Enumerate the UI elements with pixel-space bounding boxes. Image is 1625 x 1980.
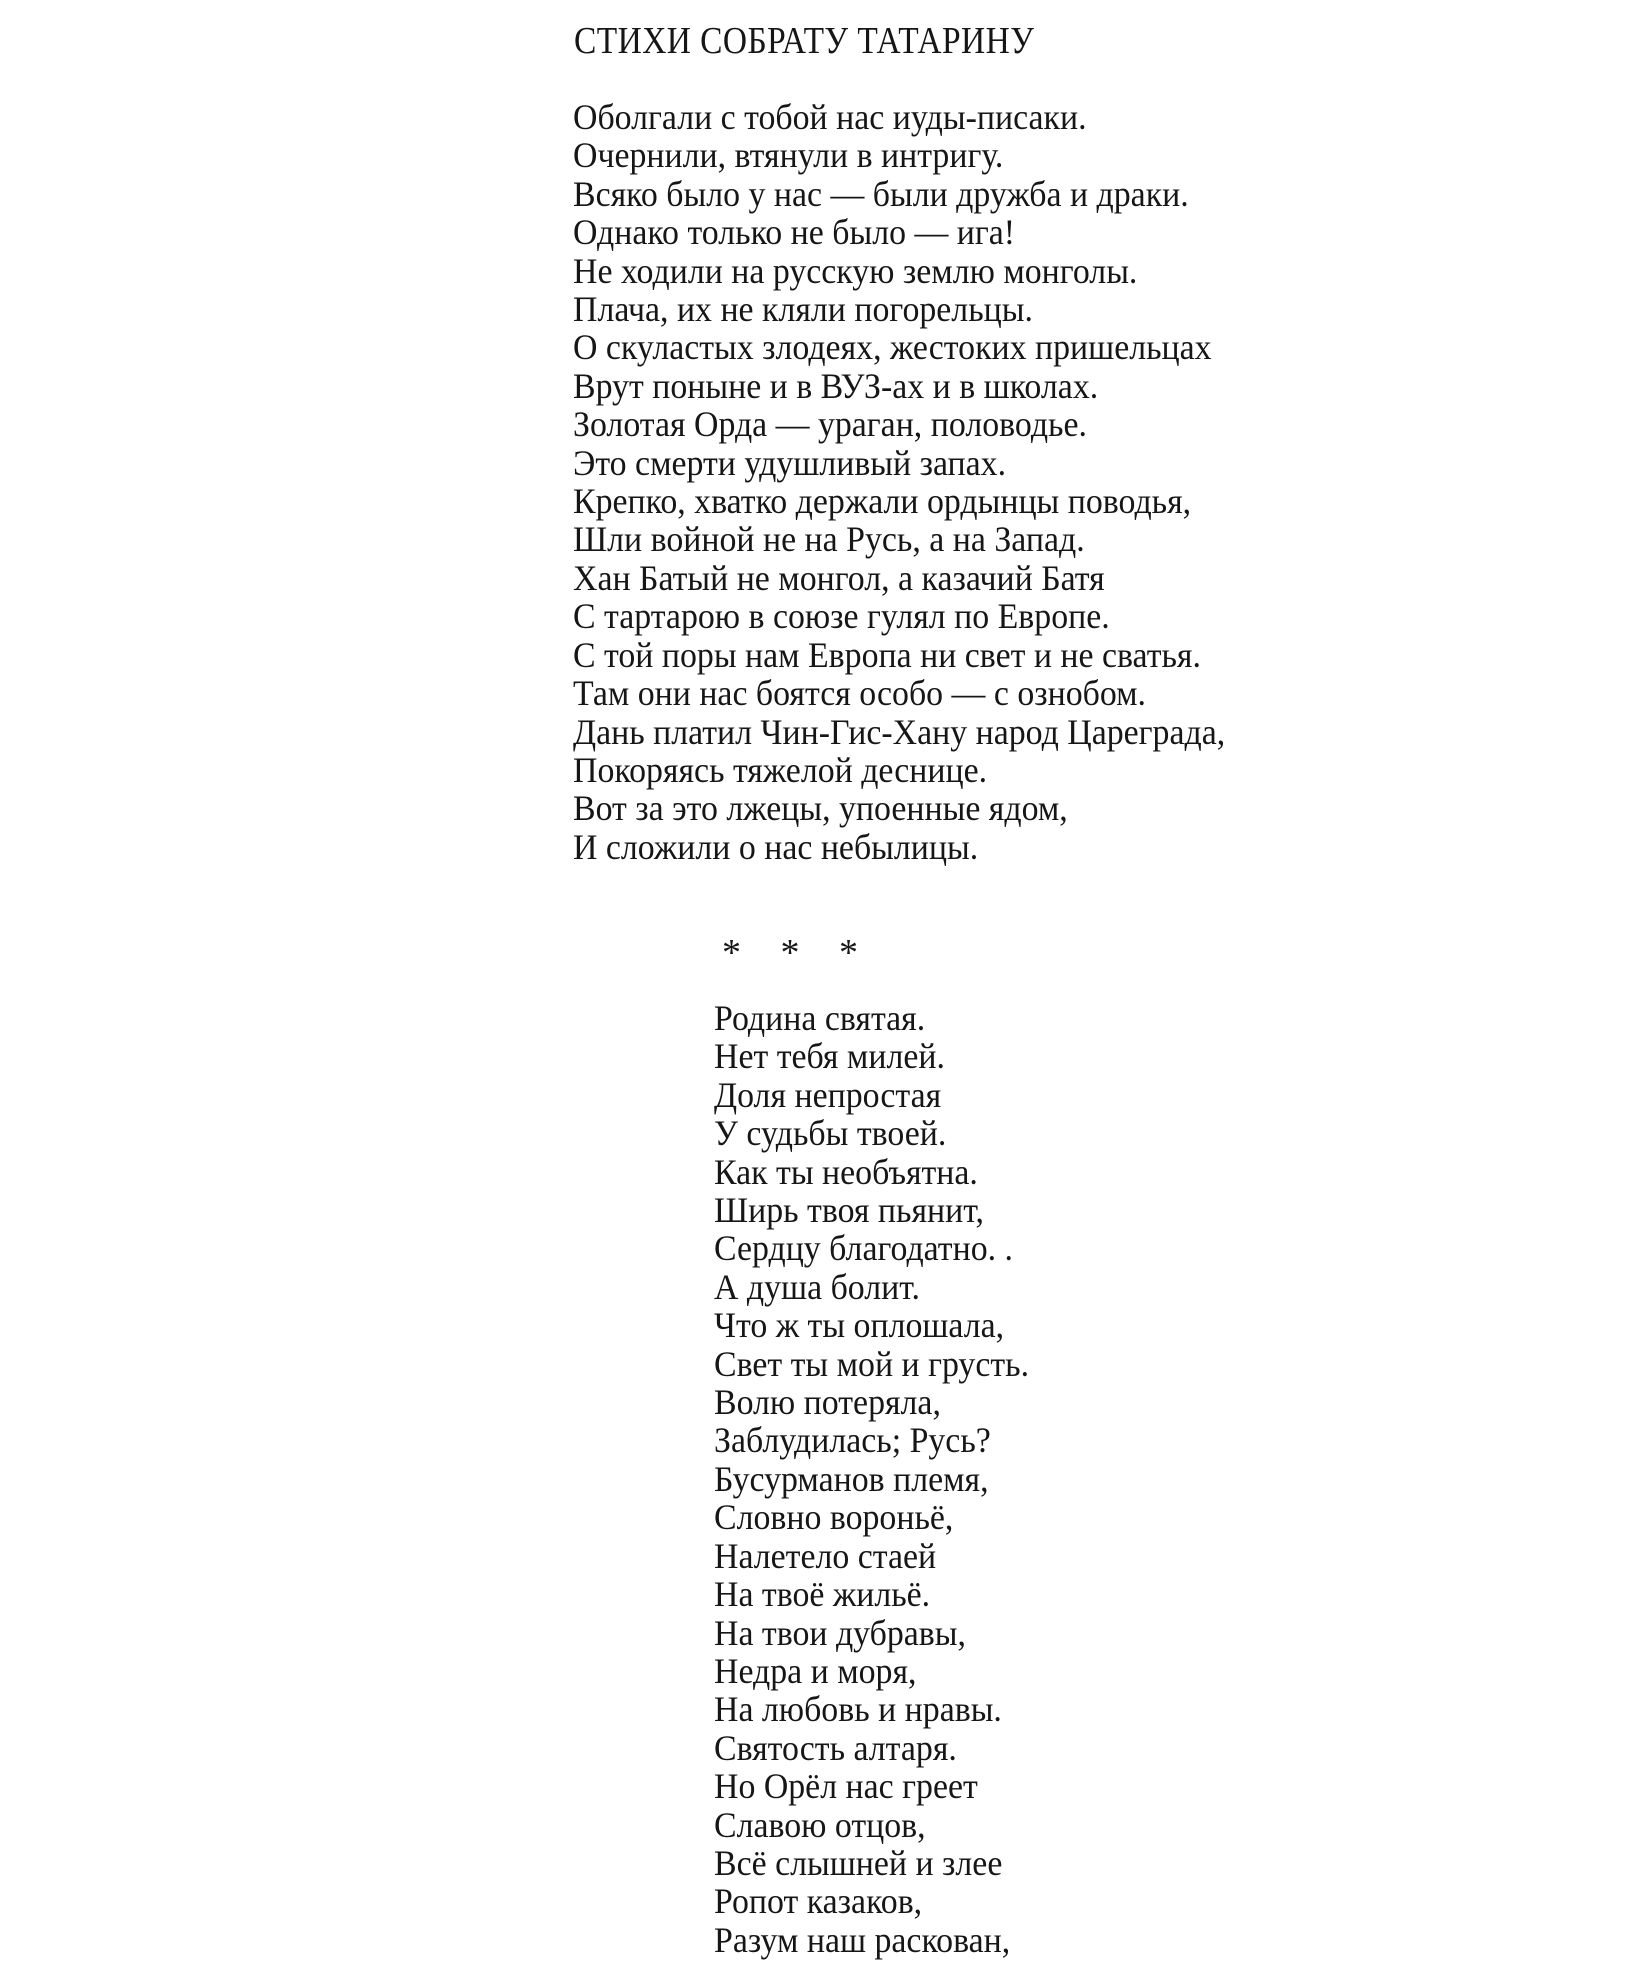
poem-line: Сердцу благодатно. . [714,1228,1014,1269]
poem-line: На твои дубравы, [714,1612,966,1653]
poem-line: Доля непростая [714,1074,942,1115]
poem-line: Налетело стаей [714,1535,937,1576]
poem-line: Святость алтаря. [714,1727,957,1768]
poem-line: Крепко, хватко держали ордынцы поводья, [573,481,1192,522]
poem-line: Золотая Орда — ураган, половодье. [573,404,1087,445]
stanza-separator: * * * [722,932,858,974]
poem-line: Всё слышней и злее [714,1842,1003,1883]
poem-line: Что ж ты оплошала, [714,1305,1005,1346]
poem-first-stanza [573,98,1225,866]
poem-line: Плача, их не кляли погорельцы. [573,289,1033,330]
poem-line: Оболгали с тобой нас иуды-писаки. [573,97,1087,137]
poem-line: Заблудилась; Русь? [714,1420,991,1461]
poem-line: Волю потеряла, [714,1382,941,1423]
poem-line: Недра и моря, [714,1650,917,1691]
poem-line: Бусурманов племя, [714,1458,989,1499]
poem-line: Не ходили на русскую землю монголы. [573,250,1138,291]
poem-line: Там они нас боятся особо — с ознобом. [573,673,1147,714]
poem-line: Ширь твоя пьянит, [714,1190,984,1231]
poem-line: С той поры нам Европа ни свет и не сватья. [573,634,1201,675]
poem-line: Врут поныне и в ВУЗ-ах и в школах. [573,365,1099,406]
poem-title: СТИХИ СОБРАТУ ТАТАРИНУ [574,20,1035,62]
poem-line: Нет тебя милей. [714,1036,945,1077]
poem-line: На твоё жильё. [714,1574,931,1615]
poem-line: С тартарою в союзе гулял по Европе. [573,596,1110,637]
poem-line: Славою отцов, [714,1804,926,1845]
poem-line: Покоряясь тяжелой деснице. [573,749,988,790]
poem-second-stanza [714,999,1029,1959]
poem-line: Хан Батый не монгол, а казачий Батя [573,557,1105,598]
poem-line: Очернили, втянули в интригу. [573,135,1004,176]
poem-line: На любовь и нравы. [714,1689,1002,1730]
poem-line: А душа болит. [714,1266,920,1307]
poem-line: Словно вороньё, [714,1497,954,1538]
poem-line: Всяко было у нас — были дружба и драки. [573,173,1189,214]
poem-line: Это смерти удушливый запах. [573,442,1007,483]
poem-line: Родина святая. [714,998,926,1038]
poem-line: Вот за это лжецы, упоенные ядом, [573,788,1068,829]
poem-line: Но Орёл нас греет [714,1766,978,1807]
poem-line: О скуластых злодеях, жестоких пришельцах [573,327,1212,368]
poem-line: Однако только не было — ига! [573,212,1016,253]
poem-line: Ропот казаков, [714,1881,923,1922]
poem-line: Дань платил Чин-Гис-Хану народ Цареграда, [573,711,1226,752]
poem-line: Разум наш раскован, [714,1919,1011,1960]
poem-line: Свет ты мой и грусть. [714,1343,1030,1384]
poem-line: Шли войной не на Русь, а на Запад. [573,519,1085,560]
poem-line: У судьбы твоей. [714,1113,947,1154]
poem-line: И сложили о нас небылицы. [573,826,979,867]
poem-line: Как ты необъятна. [714,1151,978,1192]
